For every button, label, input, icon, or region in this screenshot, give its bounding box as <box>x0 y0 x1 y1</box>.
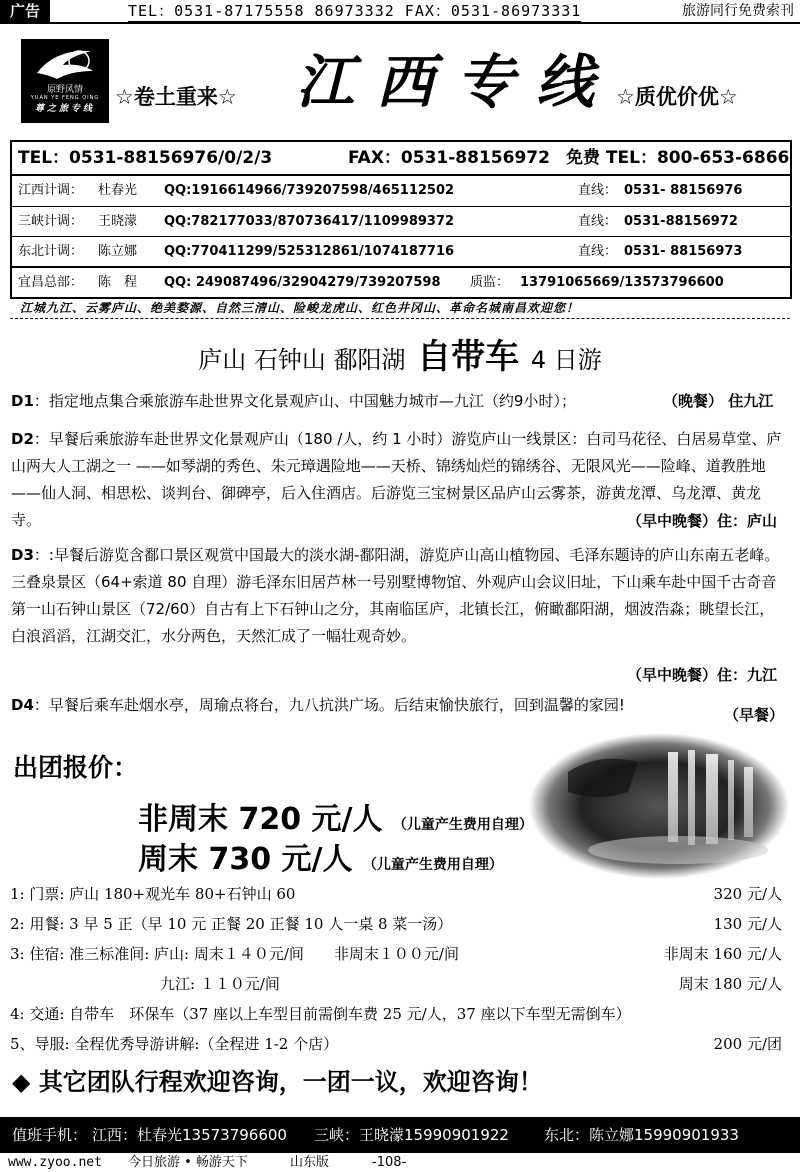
contact-qq: QQ:782177033/870736417/1109989372 <box>164 214 455 229</box>
main-contact-row <box>12 142 790 176</box>
slogan-left: ☆卷土重来☆ <box>115 85 237 109</box>
day-description: ：:早餐后游览含鄱口景区观赏中国最大的淡水湖-鄱阳湖，游览庐山高山植物园、毛泽东题诗的庐山东南五老峰。三叠泉景区（64+索道 80 自理）游毛泽东旧居芦林一号别墅博物馆、外观庐山会议旧址，下山乘车赴中国千古奇音第一山石钟山景区（72/60）自古有上下石钟山之分，其南临匡庐，北镇长江，俯瞰鄱阳湖，烟波浩淼；眺望长江，白浪滔滔，江湖交汇，水分两色，天然汇成了一幅壮观奇妙。 <box>11 546 780 645</box>
contact-name: 杜春光 <box>98 183 138 198</box>
slogan-right: ☆质优价优☆ <box>616 85 738 109</box>
day-label: D3 <box>11 546 34 564</box>
contact-qq: QQ:770411299/525312861/1074187716 <box>164 244 455 259</box>
day-description: ：指定地点集合乘旅游车赴世界文化景观庐山、中国魅力城市—九江（约9小时）； <box>33 392 576 410</box>
page-footer <box>0 1153 800 1172</box>
logo-text-cn: 原野风情 <box>46 85 83 95</box>
fee-item <box>10 972 782 997</box>
logo-signature: 尊之旅专线 <box>34 104 95 114</box>
fee-item <box>10 1032 782 1057</box>
consult-note: ◆ 其它团队行程欢迎咨询，一团一议，欢迎咨询！ <box>12 1068 543 1096</box>
fee-amount: 非周末 160 元/人 <box>663 945 782 963</box>
contact-line: 0531- 88156973 <box>624 244 743 259</box>
contact-name: 陈立娜 <box>98 244 138 259</box>
contact-role: 东北计调： <box>18 244 84 259</box>
page-number: -108- <box>372 1155 407 1170</box>
trip-title <box>0 335 800 382</box>
contact-row <box>12 176 790 206</box>
contact-line: 0531-88156972 <box>624 214 738 229</box>
logo-text-pinyin: YUAN YE FENG QING <box>30 95 100 101</box>
fee-amount: 130 元/人 <box>713 915 782 933</box>
contact-line-label: 质监： <box>470 275 510 290</box>
duty-jiangxi: 江西：杜春光13573796600 <box>92 1126 287 1144</box>
swallow-logo-icon <box>35 45 95 85</box>
day-meals-lodging: （早中晚餐）住：九江 <box>627 666 778 684</box>
fee-item <box>10 942 782 967</box>
contact-role: 江西计调： <box>18 183 84 198</box>
duty-phone-bar <box>0 1117 800 1153</box>
trip-title-places: 庐山 石钟山 鄱阳湖 <box>198 346 406 374</box>
page-title: 江西专线 <box>296 48 617 116</box>
fee-amount: 200 元/团 <box>713 1035 782 1053</box>
day-meals-lodging: （晚餐） 住九江 <box>663 392 774 410</box>
fee-description: 3: 住宿: 准三标准间: 庐山: 周末１４０元/间 非周末１００元/间 <box>10 945 459 963</box>
contact-qq: QQ: 249087496/32904279/739207598 <box>164 275 441 290</box>
weekday-price-value: 非周末 720 元/人 <box>138 802 383 837</box>
publication-note: 旅游同行免费索刊 <box>682 3 794 19</box>
day-label: D2 <box>11 430 34 448</box>
itinerary-day <box>11 542 787 650</box>
contact-row <box>12 206 790 237</box>
fee-description: 九江: １１０元/间 <box>10 975 280 993</box>
day-meals-lodging: （早餐） <box>724 706 785 724</box>
day-description: ：早餐后乘车赴烟水亭，周瑜点将台，九八抗洪广场。后结束愉快旅行，回到温馨的家园! <box>33 696 625 714</box>
duty-sanxia: 三峡：王晓濛15990901922 <box>314 1126 509 1144</box>
main-tel: TEL：0531-88156976/0/2/3 <box>18 148 273 168</box>
day-description: ：早餐后乘旅游车赴世界文化景观庐山（180 /人，约 1 小时）游览庐山一线景区：白司马花径、白居易草堂、庐山两大人工湖之一 ——如琴湖的秀色、朱元璋遇险地——天桥、锦绣灿烂的锦绣谷、无限风光——险峰、道教胜地——仙人洞、相思松、谈判台、御碑亭，后入住酒店。后游览三宝树景区品庐山云雾茶，游黄龙潭、乌龙潭、黄龙寺。 <box>11 430 782 529</box>
contact-line-label: 直线： <box>578 214 618 229</box>
trip-title-selfdrive: 自带车 <box>417 337 520 377</box>
contact-line: 13791065669/13573796600 <box>520 275 724 290</box>
fee-description: 4: 交通: 自带车 环保车（37 座以上车型目前需倒车费 25 元/人，37 座以下车型无需倒车） <box>10 1005 631 1023</box>
tagline: 江城九江、云雾庐山、绝美婺源、自然三清山、险峻龙虎山、红色井冈山、革命名城南昌欢迎您！ <box>20 301 580 315</box>
contact-name: 王晓濛 <box>98 214 138 229</box>
company-logo <box>21 39 109 123</box>
ad-label: 广告 <box>0 0 50 22</box>
duty-label: 值班手机： <box>12 1126 88 1144</box>
itinerary-day <box>11 692 651 719</box>
contact-row <box>12 236 790 267</box>
fee-amount: 320 元/人 <box>713 885 782 903</box>
contact-qq: QQ:1916614966/739207598/465112502 <box>164 183 455 198</box>
day-meals-lodging: （早中晚餐）住：庐山 <box>627 512 778 530</box>
fee-description: 5、导服: 全程优秀导游讲解:（全程进 1-2 个店） <box>10 1035 339 1053</box>
contact-role: 宜昌总部： <box>18 275 84 290</box>
fee-item <box>10 882 782 907</box>
fee-description: 1: 门票: 庐山 180+观光车 80+石钟山 60 <box>10 885 296 903</box>
footer-slogan: 今日旅游 • 畅游天下 <box>128 1155 248 1170</box>
weekend-price-value: 周末 730 元/人 <box>138 842 353 877</box>
fee-amount: 周末 180 元/人 <box>678 975 782 993</box>
free-tel: 免费 TEL：800-653-6866 <box>566 148 790 168</box>
price-heading: 出团报价： <box>13 753 139 782</box>
itinerary-day <box>11 388 651 415</box>
fee-item <box>10 912 782 937</box>
divider <box>10 318 790 319</box>
trip-title-days: 4 日游 <box>530 346 602 374</box>
contact-line-label: 直线： <box>578 244 618 259</box>
contact-line-label: 直线： <box>578 183 618 198</box>
day-label: D1 <box>11 392 34 410</box>
weekday-price-note: （儿童产生费用自理） <box>392 817 533 833</box>
footer-region: 山东版 <box>290 1155 330 1170</box>
main-fax: FAX：0531-88156972 <box>348 148 550 168</box>
contact-role: 三峡计调： <box>18 214 84 229</box>
weekday-price <box>138 800 533 845</box>
fee-description: 2: 用餐: 3 早 5 正（早 10 元 正餐 20 正餐 10 人一桌 8 菜一汤） <box>10 915 453 933</box>
contact-box <box>10 140 792 299</box>
top-contact-line: TEL：0531-87175558 86973332 FAX：0531-86973331 <box>128 2 582 20</box>
contact-name: 陈 程 <box>98 275 138 290</box>
day-label: D4 <box>11 696 34 714</box>
contact-row <box>12 266 790 298</box>
weekend-price-note: （儿童产生费用自理） <box>362 857 503 873</box>
weekend-price <box>138 840 503 885</box>
waterfall-photo <box>528 732 790 880</box>
contact-line: 0531- 88156976 <box>624 183 743 198</box>
footer-site: www.zyoo.net <box>8 1155 102 1170</box>
duty-dongbei: 东北：陈立娜15990901933 <box>544 1126 739 1144</box>
fee-item <box>10 1002 782 1027</box>
